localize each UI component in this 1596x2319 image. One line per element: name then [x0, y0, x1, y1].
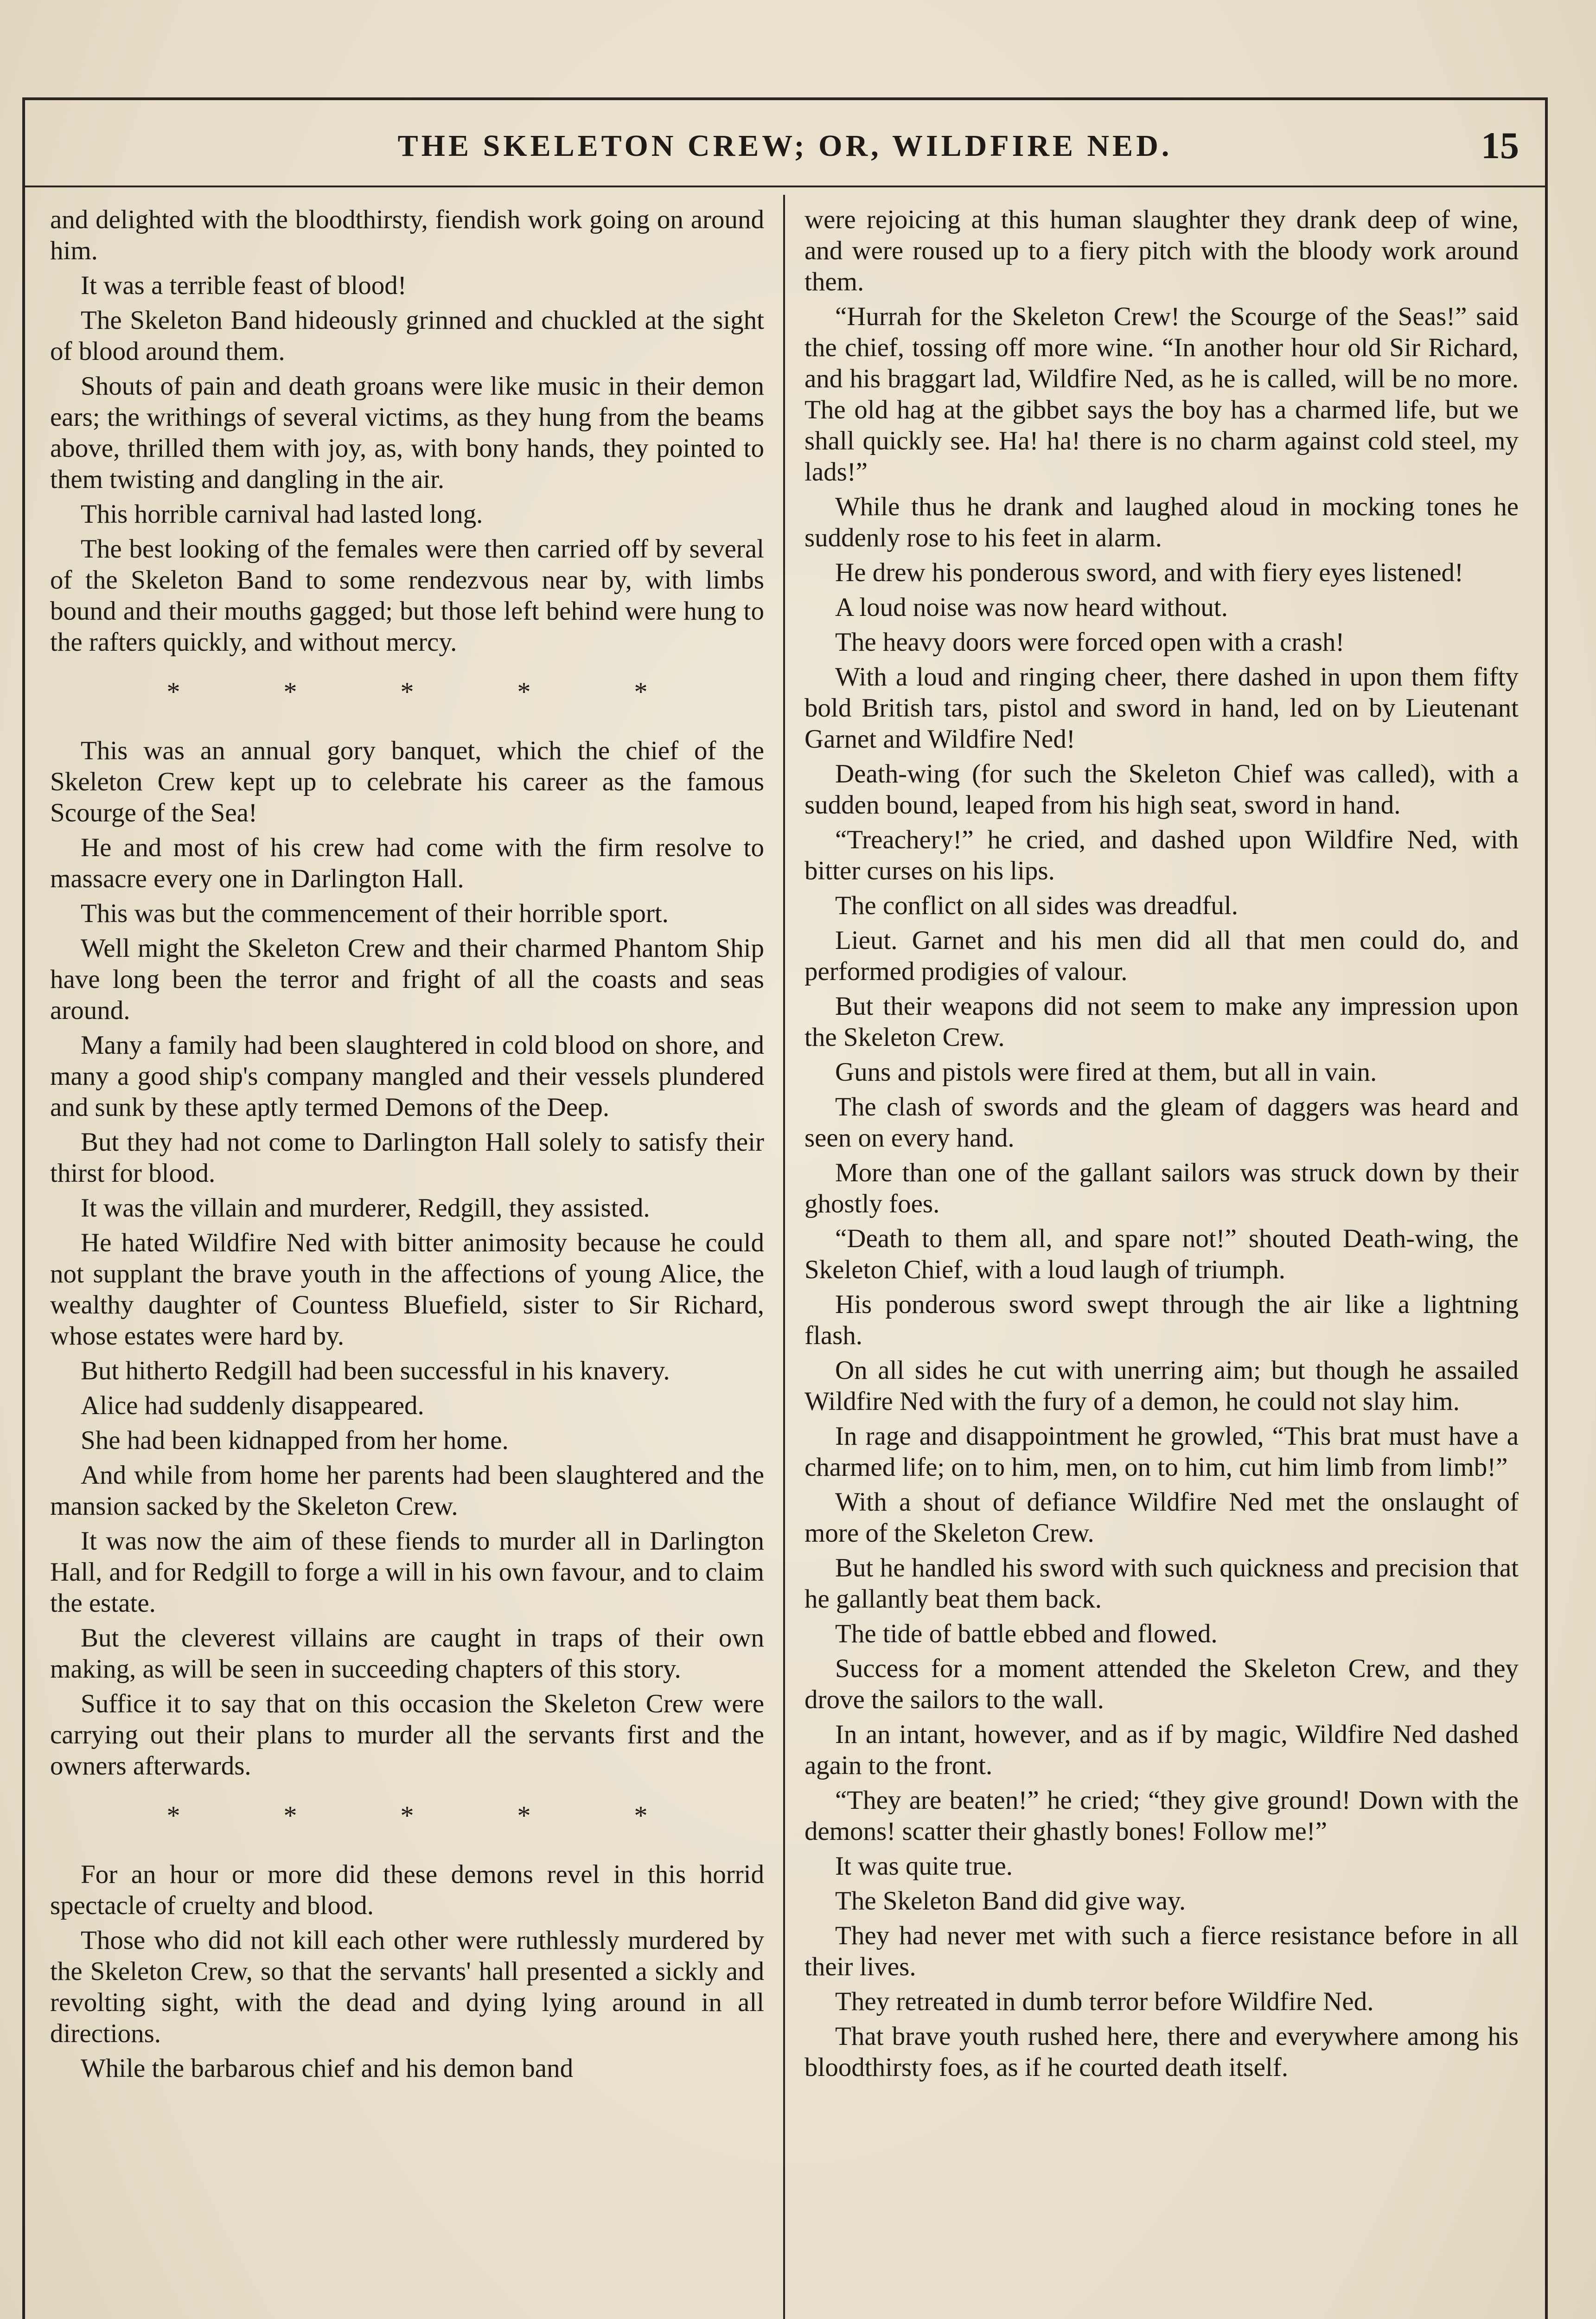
- paragraph: This was an annual gory banquet, which the chief of the Skeleton Crew kept up to celebrate his career as the famous Scourge of the Sea!: [50, 736, 764, 827]
- paragraph: She had been kidnapped from her home.: [81, 1426, 509, 1455]
- paragraph: The conflict on all sides was dreadful.: [835, 891, 1238, 920]
- paragraph: This horrible carnival had lasted long.: [81, 500, 483, 529]
- paragraph: He and most of his crew had come with the firm resolve to massacre every one in Darlington Hall.: [50, 833, 764, 893]
- paragraph: But they had not come to Darlington Hall solely to satisfy their thirst for blood.: [50, 1127, 764, 1188]
- paragraph: Suffice it to say that on this occasion the Skeleton Crew were carrying out their plans to murder all the servants first and the owners afterwards.: [50, 1689, 764, 1781]
- star: *: [400, 1800, 414, 1831]
- star: *: [283, 677, 297, 707]
- paragraph: A loud noise was now heard without.: [835, 593, 1228, 622]
- paragraph: While the barbarous chief and his demon band: [81, 2054, 574, 2083]
- paragraph: “Treachery!” he cried, and dashed upon Wildfire Ned, with bitter curses on his lips.: [804, 825, 1519, 885]
- running-title: THE SKELETON CREW; OR, WILDFIRE NED.: [397, 129, 1173, 163]
- paragraph: For an hour or more did these demons revel in this horrid spectacle of cruelty and blood.: [50, 1860, 764, 1920]
- paragraph: The Skeleton Band hideously grinned and chuckled at the sight of blood around them.: [50, 306, 764, 366]
- paragraph: The clash of swords and the gleam of daggers was heard and seen on every hand.: [804, 1092, 1519, 1153]
- paragraph: The tide of battle ebbed and flowed.: [835, 1619, 1218, 1648]
- left-column: [50, 204, 764, 2088]
- paragraph: It was quite true.: [835, 1851, 1013, 1881]
- paragraph: Well might the Skeleton Crew and their charmed Phantom Ship have long been the terror and fright of all the coasts and seas around.: [50, 934, 764, 1025]
- paragraph: and delighted with the bloodthirsty, fiendish work going on around him.: [50, 205, 764, 265]
- star: *: [400, 677, 414, 707]
- star: *: [283, 1800, 297, 1831]
- paragraph: Alice had suddenly disappeared.: [81, 1391, 424, 1420]
- section-break: [50, 676, 764, 707]
- paragraph: His ponderous sword swept through the air like a lightning flash.: [804, 1290, 1519, 1350]
- header-rule: [22, 186, 1548, 187]
- paragraph: While thus he drank and laughed aloud in mocking tones he suddenly rose to his feet in alarm.: [804, 492, 1519, 552]
- paragraph: This was but the commencement of their horrible sport.: [81, 899, 669, 928]
- paragraph: The heavy doors were forced open with a crash!: [835, 628, 1345, 657]
- paragraph: Shouts of pain and death groans were like music in their demon ears; the writhings of several victims, as they hung from the beams above, thrilled them with joy, as, with bony hands, they pointed to them twisting and dangling in the air.: [50, 372, 764, 494]
- paragraph: were rejoicing at this human slaughter they drank deep of wine, and were roused up to a fiery pitch with the bloody work around them.: [804, 205, 1519, 296]
- paragraph: With a loud and ringing cheer, there dashed in upon them fifty bold British tars, pistol and sword in hand, led on by Lieutenant Garnet and Wildfire Ned!: [804, 662, 1519, 754]
- paragraph: That brave youth rushed here, there and everywhere among his bloodthirsty foes, as if he courted death itself.: [804, 2022, 1519, 2082]
- paragraph: Guns and pistols were fired at them, but all in vain.: [835, 1057, 1377, 1087]
- paragraph: “They are beaten!” he cried; “they give ground! Down with the demons! scatter their ghastly bones! Follow me!”: [804, 1786, 1519, 1846]
- paragraph: Success for a moment attended the Skeleton Crew, and they drove the sailors to the wall.: [804, 1654, 1519, 1714]
- paragraph: “Hurrah for the Skeleton Crew! the Scourge of the Seas!” said the chief, tossing off more wine. “In another hour old Sir Richard, and his braggart lad, Wildfire Ned, as he is called, will be no more. The old hag at the gibbet says the boy has a charmed life, but we shall quickly see. Ha! ha! there is no charm against cold steel, my lads!”: [804, 302, 1519, 487]
- star: *: [166, 1800, 180, 1831]
- column-divider: [783, 195, 785, 2319]
- paragraph: Lieut. Garnet and his men did all that men could do, and performed prodigies of valour.: [804, 926, 1519, 986]
- paragraph: Those who did not kill each other were ruthlessly murdered by the Skeleton Crew, so that the servants' hall presented a sickly and revolting sight, with the dead and dying lying around in all directions.: [50, 1926, 764, 2048]
- paragraph: But the cleverest villains are caught in traps of their own making, as will be seen in succeeding chapters of this story.: [50, 1623, 764, 1684]
- paragraph: They retreated in dumb terror before Wildfire Ned.: [835, 1987, 1374, 2016]
- page-header: [22, 100, 1548, 192]
- paragraph: It was the villain and murderer, Redgill, they assisted.: [81, 1193, 650, 1223]
- paragraph: In an intant, however, and as if by magic, Wildfire Ned dashed again to the front.: [804, 1720, 1519, 1780]
- paragraph: It was a terrible feast of blood!: [81, 271, 407, 300]
- star: *: [517, 677, 531, 707]
- star: *: [634, 677, 648, 707]
- page-number: 15: [1481, 124, 1519, 167]
- paragraph: It was now the aim of these fiends to murder all in Darlington Hall, and for Redgill to forge a will in his own favour, and to claim the estate.: [50, 1526, 764, 1618]
- right-column: [804, 204, 1519, 2087]
- paragraph: They had never met with such a fierce resistance before in all their lives.: [804, 1921, 1519, 1981]
- paragraph: In rage and disappointment he growled, “This brat must have a charmed life; on to him, men, on to him, cut him limb from limb!”: [804, 1422, 1519, 1482]
- paragraph: He hated Wildfire Ned with bitter animosity because he could not supplant the brave youth in the affections of young Alice, the wealthy daughter of Countess Bluefield, sister to Sir Richard, whose estates were hard by.: [50, 1228, 764, 1351]
- paragraph: But their weapons did not seem to make any impression upon the Skeleton Crew.: [804, 992, 1519, 1052]
- paragraph: But he handled his sword with such quickness and precision that he gallantly beat them back.: [804, 1553, 1519, 1614]
- paragraph: On all sides he cut with unerring aim; but though he assailed Wildfire Ned with the fury of a demon, he could not slay him.: [804, 1356, 1519, 1416]
- paragraph: With a shout of defiance Wildfire Ned met the onslaught of more of the Skeleton Crew.: [804, 1487, 1519, 1548]
- paragraph: Death-wing (for such the Skeleton Chief was called), with a sudden bound, leaped from his high seat, sword in hand.: [804, 759, 1519, 820]
- paragraph: He drew his ponderous sword, and with fiery eyes listened!: [835, 558, 1464, 587]
- paragraph: The best looking of the females were then carried off by several of the Skeleton Band to some rendezvous near by, with limbs bound and their mouths gagged; but those left behind were hung to the rafters quickly, and without mercy.: [50, 534, 764, 657]
- section-break: [50, 1800, 764, 1831]
- paragraph: “Death to them all, and spare not!” shouted Death-wing, the Skeleton Chief, with a loud laugh of triumph.: [804, 1224, 1519, 1284]
- paragraph: Many a family had been slaughtered in cold blood on shore, and many a good ship's company mangled and their vessels plundered and sunk by these aptly termed Demons of the Deep.: [50, 1031, 764, 1122]
- paragraph: But hitherto Redgill had been successful in his knavery.: [81, 1356, 670, 1385]
- star: *: [634, 1800, 648, 1831]
- paragraph: And while from home her parents had been slaughtered and the mansion sacked by the Skeleton Crew.: [50, 1461, 764, 1521]
- star: *: [517, 1800, 531, 1831]
- star: *: [166, 677, 180, 707]
- paragraph: More than one of the gallant sailors was struck down by their ghostly foes.: [804, 1158, 1519, 1218]
- paragraph: The Skeleton Band did give way.: [835, 1886, 1186, 1915]
